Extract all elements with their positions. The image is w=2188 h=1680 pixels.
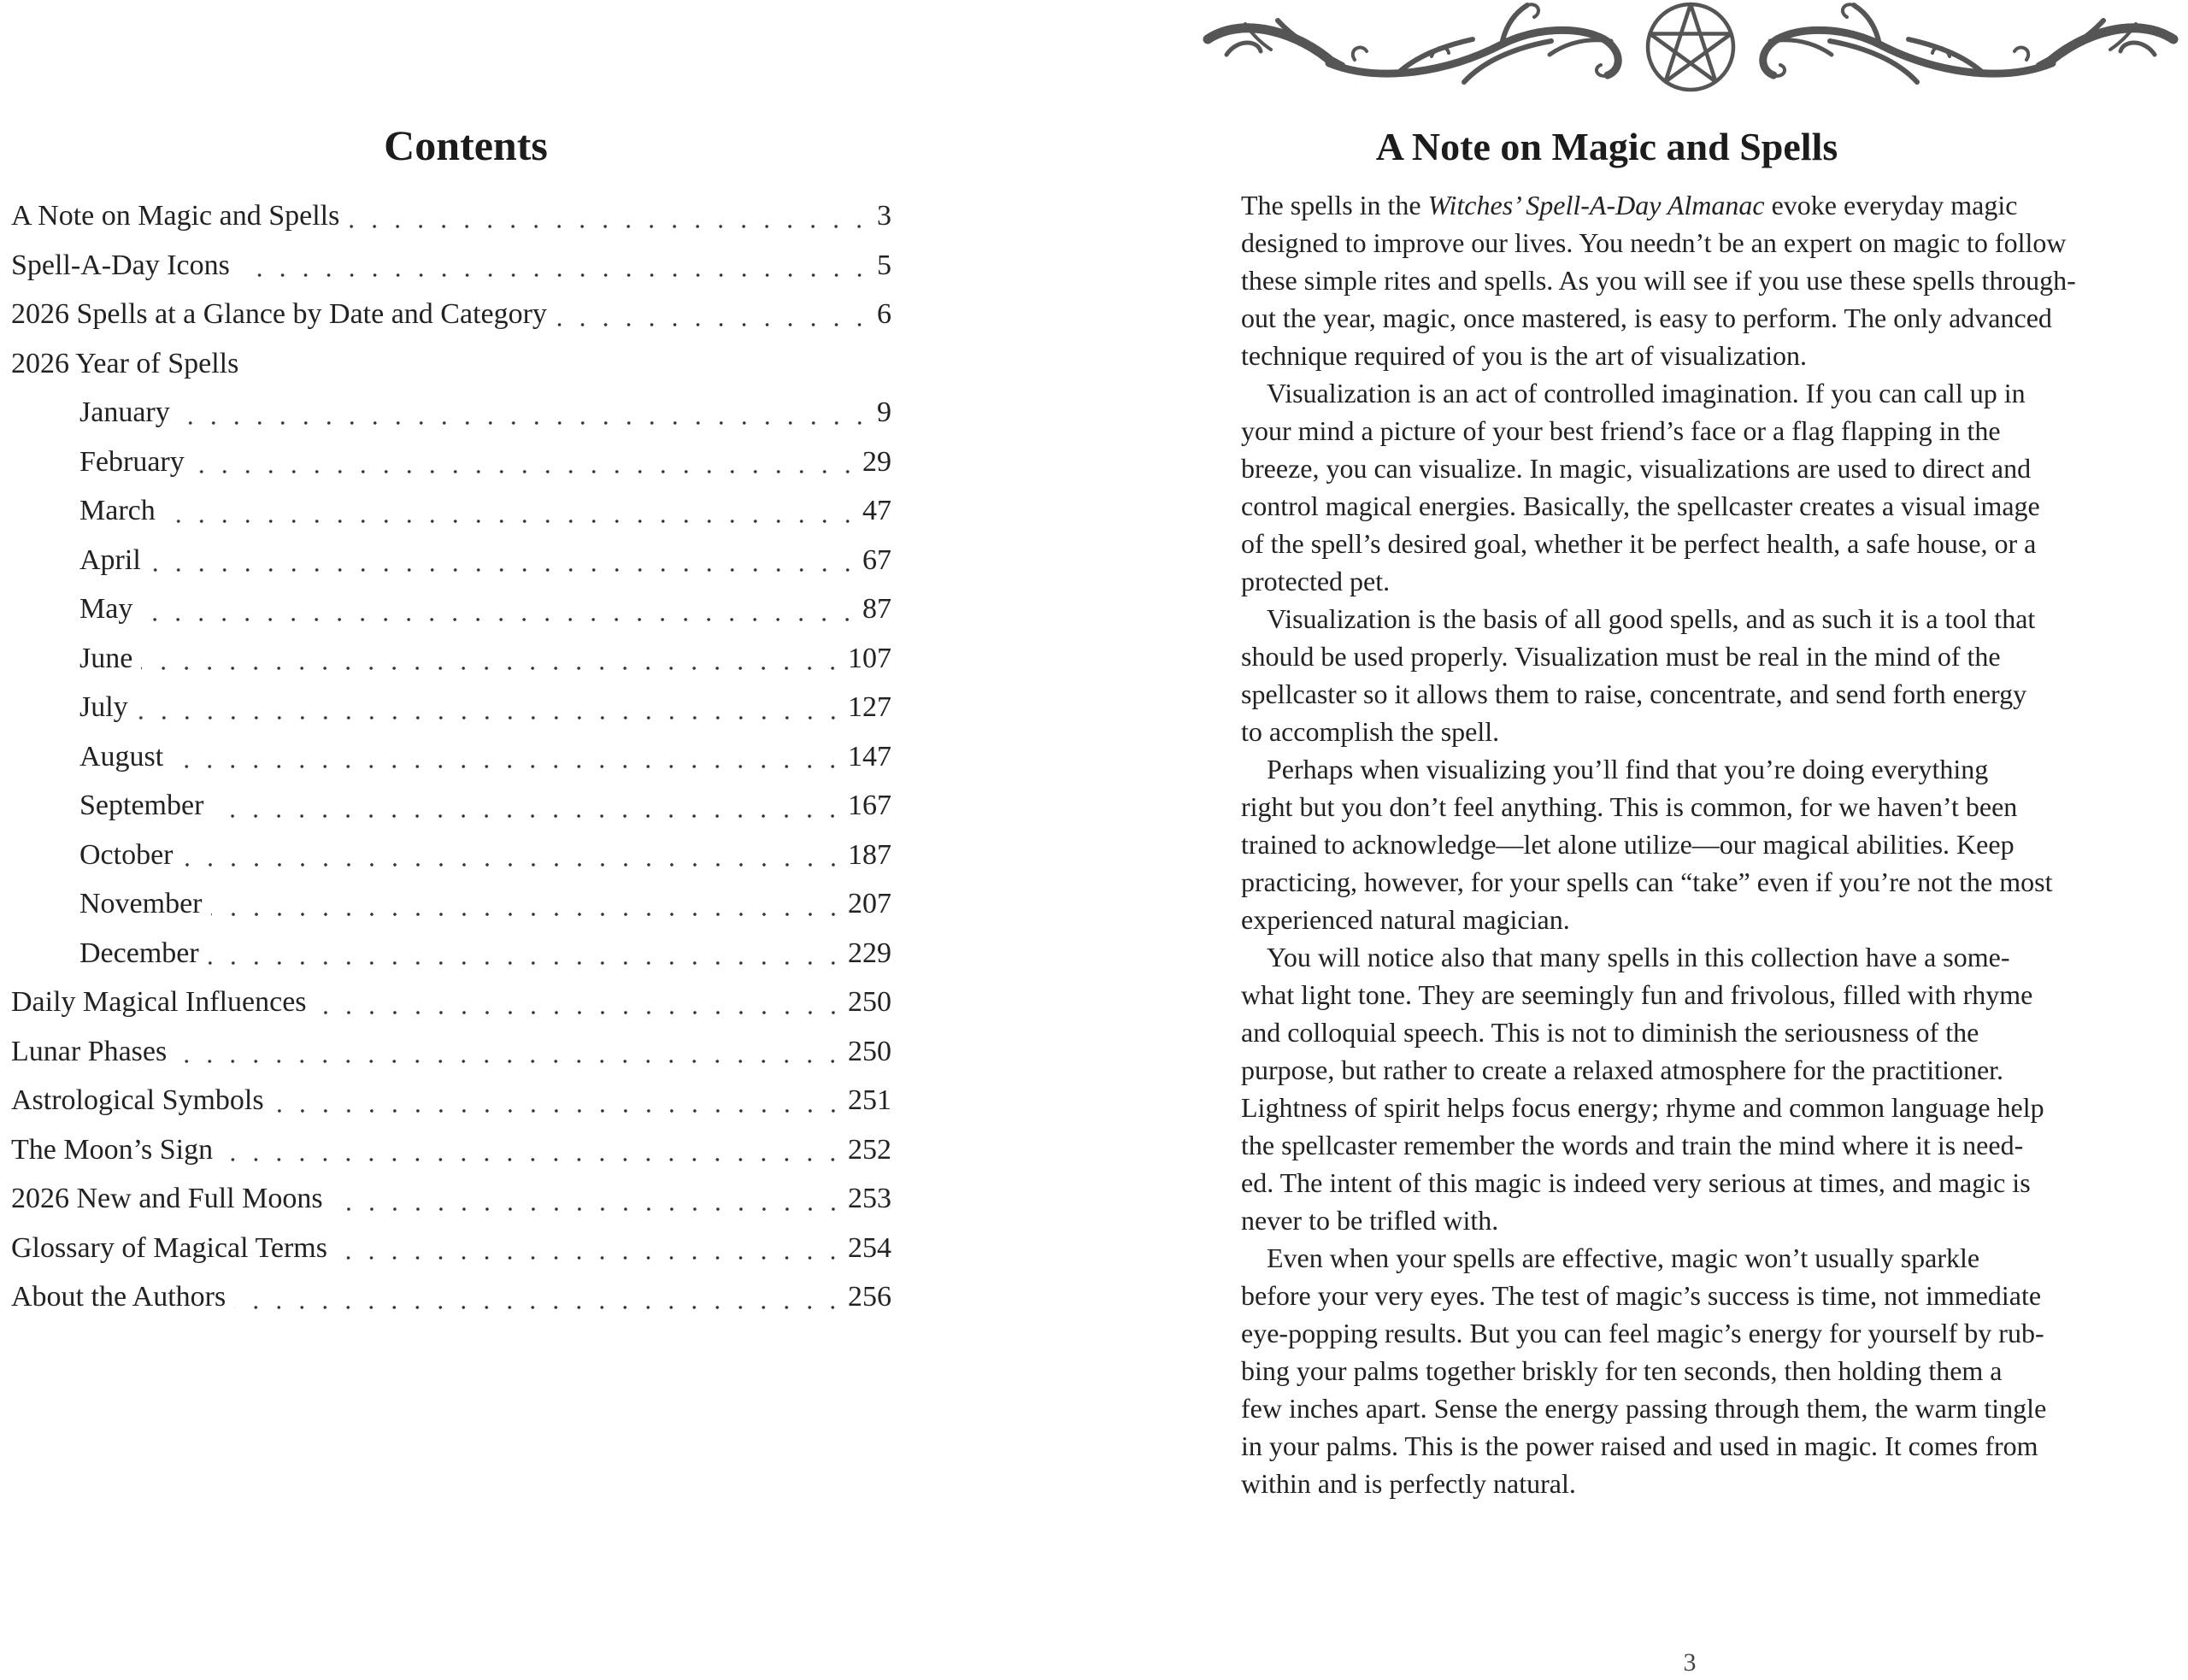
toc-entry-label: June: [79, 642, 133, 674]
paragraph-line: You will notice also that many spells in this collection have a some-: [1267, 942, 2010, 972]
dot-leader: [332, 1207, 844, 1212]
toc-entry[interactable]: [11, 438, 891, 487]
toc-entry-page-number: 87: [862, 593, 891, 625]
dot-leader: [182, 862, 844, 867]
paragraph-line: few inches apart. Sense the energy passing through them, the warm tingle: [1241, 1393, 2047, 1424]
paragraph-line: trained to acknowledge—let alone utilize—our magical abilities. Keep: [1241, 829, 2014, 860]
dot-leader: [141, 617, 859, 622]
toc-entry-page-number: 6: [877, 298, 891, 330]
toc-entry-page-number: 127: [848, 691, 891, 723]
toc-entry-label: 2026 Spells at a Glance by Date and Category: [11, 298, 547, 330]
paragraph-line: of the spell’s desired goal, whether it be perfect health, a safe house, or a: [1241, 528, 2037, 559]
toc-entry[interactable]: [11, 290, 891, 339]
toc-entry-page-number: 47: [862, 495, 891, 526]
toc-entry-label: November: [79, 888, 203, 919]
toc-entry[interactable]: [11, 241, 891, 291]
paragraph-line: Lightness of spirit helps focus energy; rhyme and common language help: [1241, 1092, 2044, 1123]
toc-entry-label: October: [79, 838, 174, 871]
dot-leader: [238, 273, 871, 278]
paragraph-line: Perhaps when visualizing you’ll find that you’re doing everything: [1267, 754, 1989, 784]
paragraph-line: out the year, magic, once mastered, is easy to perform. The only advanced: [1241, 303, 2052, 333]
paragraph-line: never to be trifled with.: [1241, 1205, 1499, 1236]
toc-entry[interactable]: [11, 1076, 891, 1125]
toc-entry-label: March: [79, 495, 156, 526]
toc-entry-label: December: [79, 937, 199, 969]
paragraph-line: right but you don’t feel anything. This is common, for we haven’t been: [1241, 791, 2018, 822]
dot-leader: [208, 960, 844, 966]
paragraph-line: ed. The intent of this magic is indeed very serious at times, and magic is: [1241, 1167, 2031, 1198]
toc-entry-page-number: 167: [848, 790, 891, 821]
paragraph-line: designed to improve our lives. You needn’t be an expert on magic to follow: [1241, 227, 2067, 258]
paragraph-line: spellcaster so it allows them to raise, concentrate, and send forth energy: [1241, 678, 2027, 709]
paragraph-line: before your very eyes. The test of magic’s success is time, not immediate: [1241, 1280, 2042, 1311]
toc-entry-label: April: [79, 543, 141, 576]
paragraph-line: practicing, however, for your spells can “take” even if you’re not the most: [1241, 866, 2053, 897]
paragraph-line: within and is perfectly natural.: [1241, 1468, 1576, 1499]
toc-entry-page-number: 252: [848, 1133, 891, 1166]
dot-leader: [221, 1157, 844, 1162]
paragraph-line: [1241, 186, 2181, 224]
toc-entry[interactable]: [11, 929, 891, 978]
paragraph-line: Visualization is the basis of all good spells, and as such it is a tool that: [1267, 603, 2036, 634]
paragraph-line: what light tone. They are seemingly fun and frivolous, filled with rhyme: [1241, 979, 2033, 1010]
paragraph-line: protected pet.: [1241, 566, 1391, 596]
paragraph-line: technique required of you is the art of visualization.: [1241, 340, 1808, 371]
toc-entry[interactable]: [11, 978, 891, 1027]
paragraph-line: these simple rites and spells. As you will see if you use these spells through-: [1241, 265, 2076, 296]
note-heading: A Note on Magic and Spells: [1375, 125, 1838, 168]
table-of-contents: [11, 191, 891, 1322]
paragraph-line: breeze, you can visualize. In magic, visualizations are used to direct and: [1241, 453, 2032, 484]
toc-entry[interactable]: [11, 781, 891, 831]
toc-entry[interactable]: [11, 536, 891, 585]
toc-entry-page-number: 229: [848, 937, 891, 969]
toc-entry-page-number: 67: [862, 543, 891, 576]
toc-entry[interactable]: [11, 634, 891, 684]
dot-leader: [141, 666, 844, 671]
paragraph-line: Even when your spells are effective, magic won’t usually sparkle: [1267, 1242, 1980, 1273]
toc-entry[interactable]: [11, 1272, 891, 1322]
toc-entry[interactable]: [11, 1224, 891, 1273]
toc-entry-page-number: 5: [877, 249, 891, 281]
toc-entry-page-number: 251: [848, 1084, 891, 1116]
dot-leader: [211, 912, 844, 917]
toc-entry[interactable]: [11, 1027, 891, 1077]
paragraph-line: eye-popping results. But you can feel magic’s energy for yourself by rub-: [1241, 1318, 2044, 1348]
toc-entry-label: A Note on Magic and Spells: [11, 200, 340, 232]
paragraph-line: in your palms. This is the power raised and used in magic. It comes from: [1241, 1430, 2038, 1461]
dot-leader: [179, 420, 871, 426]
paragraph-line: your mind a picture of your best friend’s face or a flag flapping in the: [1241, 415, 2001, 446]
toc-entry-page-number: 254: [848, 1231, 891, 1264]
text-segment: The spells in the: [1241, 190, 1428, 220]
toc-entry-page-number: 253: [848, 1183, 891, 1214]
toc-entry[interactable]: [11, 486, 891, 536]
dot-leader: [315, 1010, 844, 1015]
toc-entry[interactable]: [11, 879, 891, 929]
toc-entry-label: 2026 Year of Spells: [11, 347, 239, 379]
toc-entry-label: February: [79, 445, 185, 478]
paragraph-line: experienced natural magician.: [1241, 904, 1570, 935]
dot-leader: [212, 814, 844, 819]
paragraph-line: bing your palms together briskly for ten seconds, then holding them a: [1241, 1355, 2003, 1386]
book-title-italic: Witches’ Spell-A-Day Almanac: [1427, 190, 1765, 220]
toc-entry[interactable]: [11, 831, 891, 880]
toc-entry-page-number: 9: [877, 397, 891, 428]
toc-entry-page-number: 250: [848, 1035, 891, 1067]
paragraph-line: purpose, but rather to create a relaxed atmosphere for the practitioner.: [1241, 1054, 2004, 1085]
dot-leader: [193, 469, 859, 474]
toc-entry[interactable]: [11, 1174, 891, 1224]
paragraph-line: the spellcaster remember the words and train the mind where it is need-: [1241, 1130, 2024, 1160]
toc-entry-page-number: 3: [877, 200, 891, 232]
toc-entry[interactable]: [11, 339, 891, 389]
toc-entry-page-number: 256: [848, 1281, 891, 1313]
dot-leader: [348, 224, 871, 229]
dot-leader: [336, 1255, 844, 1260]
paragraph-line: control magical energies. Basically, the spellcaster creates a visual image: [1241, 490, 2040, 521]
toc-entry[interactable]: [11, 683, 891, 732]
toc-entry[interactable]: [11, 191, 891, 241]
toc-entry-page-number: 147: [848, 740, 891, 772]
toc-entry-label: 2026 New and Full Moons: [11, 1183, 323, 1214]
toc-entry-label: Spell-A-Day Icons: [11, 249, 230, 281]
text-segment: evoke everyday magic: [1764, 190, 2018, 220]
paragraph-line: Visualization is an act of controlled imagination. If you can call up in: [1267, 378, 2026, 408]
toc-entry-page-number: 250: [848, 986, 891, 1018]
toc-entry[interactable]: [11, 732, 891, 782]
toc-entry[interactable]: [11, 584, 891, 634]
toc-entry-label: September: [79, 790, 204, 821]
note-body-text: [1241, 186, 2181, 1502]
toc-entry-label: January: [79, 397, 170, 428]
dot-leader: [150, 567, 859, 573]
page-number: 3: [1683, 1648, 1697, 1677]
toc-entry-label: May: [79, 593, 133, 625]
toc-entry-label: Daily Magical Influences: [11, 986, 307, 1018]
dot-leader: [234, 1305, 844, 1310]
toc-entry-label: Lunar Phases: [11, 1035, 168, 1067]
dot-leader: [273, 1108, 844, 1113]
toc-entry-label: Astrological Symbols: [11, 1084, 264, 1116]
toc-entry-label: About the Authors: [11, 1281, 226, 1313]
left-page-contents: [0, 0, 1009, 1680]
toc-entry-page-number: 29: [862, 445, 891, 478]
toc-entry-page-number: 187: [848, 838, 891, 871]
dot-leader: [172, 764, 844, 769]
dot-leader: [175, 1059, 844, 1064]
paragraph-line: and colloquial speech. This is not to diminish the seriousness of the: [1241, 1017, 1979, 1048]
toc-entry-label: August: [79, 740, 164, 772]
paragraph-line: should be used properly. Visualization must be real in the mind of the: [1241, 641, 2001, 672]
paragraph-line: to accomplish the spell.: [1241, 716, 1500, 747]
toc-entry-page-number: 107: [848, 642, 891, 674]
toc-entry-label: The Moon’s Sign: [11, 1133, 214, 1166]
dot-leader: [164, 519, 859, 524]
toc-entry-label: July: [79, 691, 128, 723]
toc-entry-page-number: 207: [848, 888, 891, 919]
contents-title: Contents: [384, 121, 548, 169]
toc-entry[interactable]: [11, 1125, 891, 1175]
dot-leader: [556, 322, 871, 327]
dot-leader: [137, 715, 844, 720]
toc-entry-label: Glossary of Magical Terms: [11, 1231, 327, 1264]
toc-entry[interactable]: [11, 388, 891, 438]
